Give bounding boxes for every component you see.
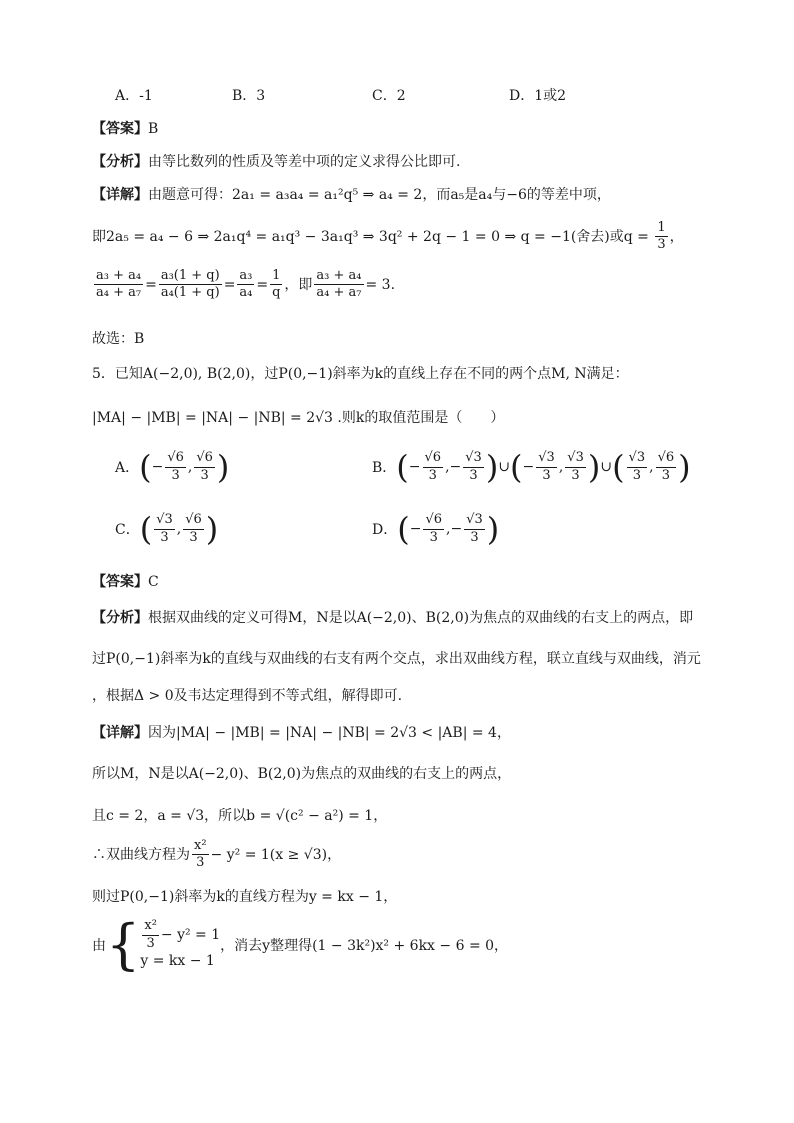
- fraction-num: √3: [464, 512, 485, 529]
- choice-a: A．-1: [115, 88, 153, 104]
- q5-option-b: B． ( − $\frac{√6}{3}$ ,− $\frac{√3}{3}$ ) ∪ ( − $\frac{√3}{3}$ , $\frac{√3}{3}$ ) ∪ ( $\frac{√3}{3}$ , $\frac{√6}{3}$ ): [372, 448, 691, 486]
- detail-line2-text: 即2a₅ = a₄ − 6 ⇒ 2a₁q⁴ = a₁q³ − 3a₁q³ ⇒ 3q² + 2q − 1 = 0 ⇒ q = −1(舍去)或q =: [92, 228, 654, 245]
- fraction-num: √6: [165, 450, 186, 467]
- fraction-den: 3: [171, 467, 180, 483]
- fraction: [656, 450, 677, 484]
- fraction-den: 3: [632, 467, 641, 483]
- fraction-num: x²: [192, 838, 209, 855]
- fraction: [423, 450, 444, 484]
- fraction-den: 3: [571, 467, 580, 483]
- fraction: [94, 268, 143, 302]
- union-symbol: ∪: [600, 459, 613, 475]
- fraction: [536, 450, 557, 484]
- fraction-den: a₄ + a₇: [96, 285, 142, 301]
- option-label: B．: [372, 460, 397, 476]
- fraction-num: √6: [183, 512, 204, 529]
- fraction-num: √3: [627, 450, 648, 467]
- equation-system: [140, 918, 220, 971]
- fraction: [627, 450, 648, 484]
- detail-tag: 【详解】: [92, 187, 148, 203]
- fraction-num: √6: [194, 450, 215, 467]
- fraction-den: 3: [657, 237, 666, 253]
- analysis-text: 根据双曲线的定义可得M，N是以A(−2,0)、B(2,0)为焦点的双曲线的右支上的两点，即: [148, 610, 694, 626]
- detail-text: ，消去y整理得(1 − 3k²)x² + 6kx − 6 = 0，: [220, 938, 509, 954]
- q5-detail-3: 且c = 2，a = √3，所以b = √(c² − a²) = 1，: [92, 808, 388, 824]
- option-label: C．: [115, 522, 140, 538]
- answer-value: C: [148, 574, 159, 590]
- fraction-num: a₃: [237, 268, 254, 285]
- fraction: [464, 512, 485, 546]
- q5-detail-1: [92, 722, 511, 742]
- choice-d: D．1或2: [509, 88, 567, 104]
- choice-b: B．3: [232, 88, 266, 104]
- answer-value: B: [148, 121, 159, 137]
- left-brace: {: [106, 913, 141, 976]
- q5-stem-line1: 5．已知A(−2,0), B(2,0)，过P(0,−1)斜率为k的直线上存在不同的两个点M, N满足：: [92, 366, 629, 382]
- q5-stem-line2: |MA| − |MB| = |NA| − |NB| = 2√3 .则k的取值范围是（ ）: [92, 410, 505, 426]
- q5-analysis-1: [92, 607, 693, 627]
- fraction: [270, 268, 282, 302]
- analysis-tag: 【分析】: [92, 154, 148, 170]
- fraction-den: 3: [542, 467, 551, 483]
- fraction: [463, 450, 484, 484]
- q5-analysis-3: ，根据Δ > 0及韦达定理得到不等式组，解得即可.: [92, 688, 403, 704]
- answer-tag: 【答案】: [92, 574, 148, 590]
- fraction-den: 3: [189, 529, 198, 545]
- fraction: [183, 512, 204, 546]
- q4-analysis: [92, 151, 460, 171]
- fraction-den: 3: [196, 855, 205, 871]
- fraction-num: a₃(1 + q): [159, 268, 222, 285]
- analysis-tag: 【分析】: [92, 610, 148, 626]
- detail-line2-post: ，: [669, 228, 684, 245]
- fraction-num: √3: [565, 450, 586, 467]
- fraction-den: 3: [160, 529, 169, 545]
- q5-detail-4: [92, 838, 341, 872]
- fraction: [142, 918, 159, 952]
- fraction-num: √3: [463, 450, 484, 467]
- mid-text: ，即: [284, 276, 313, 293]
- fraction-den: 3: [470, 529, 479, 545]
- fraction-den: a₄: [239, 285, 253, 301]
- analysis-text: 由等比数列的性质及等差中项的定义求得公比即可.: [148, 154, 461, 170]
- fraction-den: 3: [469, 467, 478, 483]
- fraction: [237, 268, 254, 302]
- fraction-num: √6: [423, 512, 444, 529]
- fraction: [194, 450, 215, 484]
- detail-text: − y² = 1(x ≥ √3)，: [210, 846, 342, 863]
- fraction-den: 3: [200, 467, 209, 483]
- q4-ratio-line: $\frac{\text{a₃ + a₄}}{\text{a₄ + a₇}}$ = $\frac{\text{a₃(1 + q)}}{\text{a₄(1 + q)}}$ = $\frac{\text{a₃}}{\text{a₄}}$ = $\frac{1}{q}$ ，即 $\frac{\text{a₃ + a₄}}{\text{a₄ + a₇}}$ = 3.: [96, 268, 396, 301]
- equation-1: − y² = 1: [160, 927, 221, 944]
- q4-detail-line2: [92, 220, 684, 254]
- option-label: D．: [372, 522, 398, 538]
- q5-detail-2: 所以M，N是以A(−2,0)、B(2,0)为焦点的双曲线的右支上的两点，: [92, 766, 512, 782]
- fraction: [154, 512, 175, 546]
- q5-detail-5: 则过P(0,−1)斜率为k的直线方程为y = kx − 1，: [92, 889, 398, 905]
- fraction: [159, 268, 222, 302]
- fraction-num: √6: [656, 450, 677, 467]
- fraction-den: q: [272, 285, 281, 301]
- q4-detail-line1: [92, 184, 611, 204]
- q5-option-c: C． ( $\frac{√3}{3}$ , $\frac{√6}{3}$ ): [115, 510, 219, 548]
- detail-text: 因为|MA| − |MB| = |NA| − |NB| = 2√3 < |AB| = 4，: [148, 725, 511, 741]
- q5-option-d: D． ( − $\frac{√6}{3}$ ,− $\frac{√3}{3}$ ): [372, 510, 500, 548]
- q5-answer: [92, 571, 159, 591]
- fraction-den: 3: [429, 529, 438, 545]
- fraction-num: a₃ + a₄: [94, 268, 143, 285]
- answer-tag: 【答案】: [92, 121, 148, 137]
- equation-2: y = kx − 1: [140, 952, 215, 969]
- fraction: [314, 268, 363, 302]
- q5-analysis-2: 过P(0,−1)斜率为k的直线与双曲线的右支有两个交点，求出双曲线方程，联立直线与双曲线，消元: [92, 651, 701, 667]
- detail-tag: 【详解】: [92, 725, 148, 741]
- union-symbol: ∪: [498, 459, 511, 475]
- fraction-num: a₃ + a₄: [314, 268, 363, 285]
- fraction: [192, 838, 209, 872]
- fraction-num: x²: [142, 918, 159, 935]
- end-text: = 3.: [365, 276, 396, 293]
- fraction-den: a₄(1 + q): [160, 285, 220, 301]
- fraction: [565, 450, 586, 484]
- fraction-num: 1: [655, 220, 667, 237]
- fraction-den: 3: [146, 935, 155, 951]
- fraction: [423, 512, 444, 546]
- fraction: [165, 450, 186, 484]
- option-label: A．: [115, 460, 140, 476]
- fraction-num: √6: [423, 450, 444, 467]
- detail-text: 由: [92, 938, 106, 954]
- fraction-num: √3: [154, 512, 175, 529]
- detail-text: 由题意可得：2a₁ = a₃a₄ = a₁²q⁵ ⇒ a₄ = 2，而a₅是a₄与−6的等差中项，: [148, 187, 611, 203]
- detail-text: ∴双曲线方程为: [92, 846, 190, 863]
- fraction-den: 3: [428, 467, 437, 483]
- q4-choose: 故选：B: [92, 331, 145, 347]
- fraction: [655, 220, 667, 254]
- fraction-den: a₄ + a₇: [316, 285, 362, 301]
- q5-detail-6: [92, 913, 509, 976]
- q4-answer: [92, 118, 158, 138]
- fraction-num: 1: [270, 268, 282, 285]
- choice-c: C．2: [372, 88, 406, 104]
- fraction-den: 3: [661, 467, 670, 483]
- q5-option-a: A． ( − $\frac{√6}{3}$ , $\frac{√6}{3}$ ): [115, 448, 230, 486]
- fraction-num: √3: [536, 450, 557, 467]
